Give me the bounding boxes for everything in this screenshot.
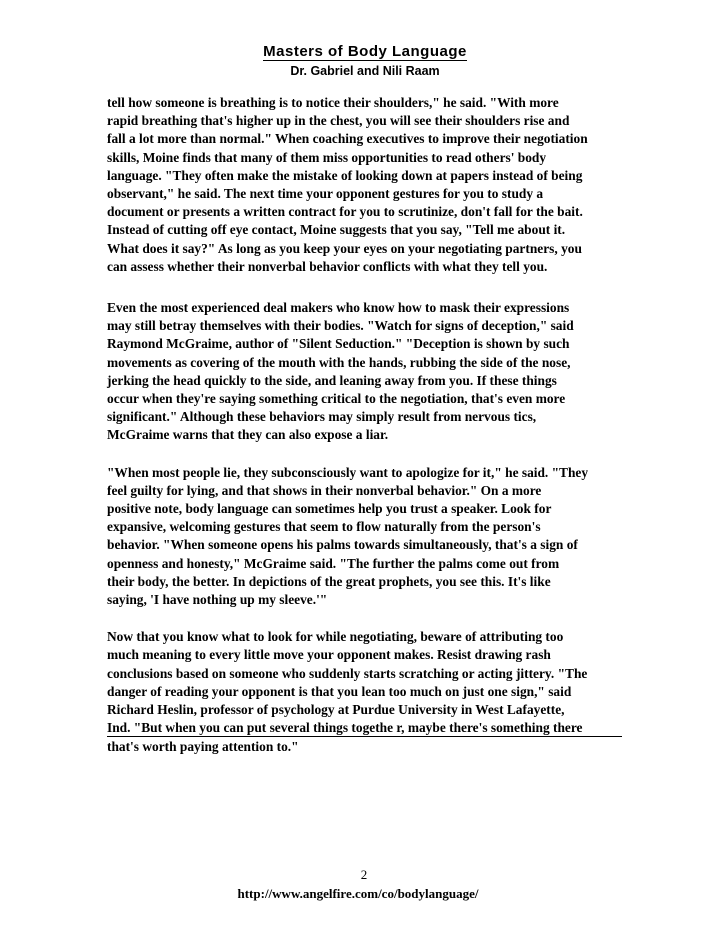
text-line: Now that you know what to look for while negotiating, beware of attributing too	[107, 629, 564, 645]
text-line: can assess whether their nonverbal behavior conflicts with what they tell you.	[107, 258, 548, 274]
text-line: "When most people lie, they subconsciously want to apologize for it," he said. "They	[107, 464, 589, 480]
text-line: that's worth paying attention to."	[107, 738, 299, 754]
text-line: saying, 'I have nothing up my sleeve.'"	[107, 592, 328, 608]
text-line: fall a lot more than normal." When coaching executives to improve their negotiation	[107, 131, 588, 147]
text-line: Even the most experienced deal makers who know how to mask their expressions	[107, 300, 570, 316]
paragraph-spacer	[107, 276, 627, 299]
text-line: Ind. "But when you can put several things togethe r, maybe there's something there	[107, 720, 583, 736]
text-line: document or presents a written contract for you to scrutinize, don't fall for the bait.	[107, 204, 583, 220]
text-line: tell how someone is breathing is to notice their shoulders," he said. "With more	[107, 95, 559, 110]
paragraph-3	[107, 464, 627, 610]
text-line: Richard Heslin, professor of psychology at Purdue University in West Lafayette,	[107, 702, 565, 718]
text-line: openness and honesty," McGraime said. "The further the palms come out from	[107, 555, 560, 571]
text-line: occur when they're saying something critical to the negotiation, that's even more	[107, 391, 566, 407]
document-authors: Dr. Gabriel and Nili Raam	[290, 64, 440, 78]
text-line: What does it say?" As long as you keep your eyes on your negotiating partners, you	[107, 240, 582, 256]
text-line: their body, the better. In depictions of the great prophets, you see this. It's like	[107, 573, 551, 589]
text-line: positive note, body language can sometimes help you trust a speaker. Look for	[107, 501, 552, 517]
document-title: Masters of Body Language	[263, 43, 467, 60]
footer-url-link[interactable]: http://www.angelfire.com/co/bodylanguage/	[237, 886, 479, 901]
text-line: danger of reading your opponent is that you lean too much on just one sign," said	[107, 683, 572, 699]
text-line: rapid breathing that's higher up in the chest, you will see their shoulders rise and	[107, 113, 570, 129]
page-number: 2	[360, 867, 368, 882]
text-line: expansive, welcoming gestures that seem to flow naturally from the person's	[107, 519, 541, 535]
text-line: language. "They often make the mistake of looking down at papers instead of being	[107, 167, 583, 183]
text-line: may still betray themselves with their bodies. "Watch for signs of deception," said	[107, 318, 574, 334]
paragraph-1	[107, 94, 627, 276]
text-line: movements as covering of the mouth with the hands, rubbing the side of the nose,	[107, 354, 571, 370]
text-line: Raymond McGraime, author of "Silent Seduction." "Deception is shown by such	[107, 336, 570, 352]
text-line: McGraime warns that they can also expose a liar.	[107, 427, 389, 443]
paragraph-2	[107, 299, 627, 445]
paragraph-spacer	[107, 609, 627, 628]
text-line: Instead of cutting off eye contact, Moine suggests that you say, "Tell me about it.	[107, 222, 566, 238]
text-line: conclusions based on someone who suddenly starts scratching or acting jittery. "The	[107, 665, 588, 681]
article-body	[107, 94, 627, 756]
text-line: significant." Although these behaviors may simply result from nervous tics,	[107, 409, 537, 425]
page-footer	[0, 866, 728, 902]
text-line: feel guilty for lying, and that shows in their nonverbal behavior." On a more	[107, 482, 542, 498]
text-line: behavior. "When someone opens his palms towards simultaneously, that's a sign of	[107, 537, 578, 553]
text-line: skills, Moine finds that many of them miss opportunities to read others' body	[107, 149, 547, 165]
text-line: much meaning to every little move your opponent makes. Resist drawing rash	[107, 647, 551, 663]
text-line: observant," he said. The next time your opponent gestures for you to study a	[107, 186, 544, 202]
page-header	[0, 43, 728, 79]
paragraph-spacer	[107, 445, 627, 464]
text-line: jerking the head quickly to the side, and leaning away from you. If these things	[107, 372, 557, 388]
footer-divider	[107, 736, 622, 737]
